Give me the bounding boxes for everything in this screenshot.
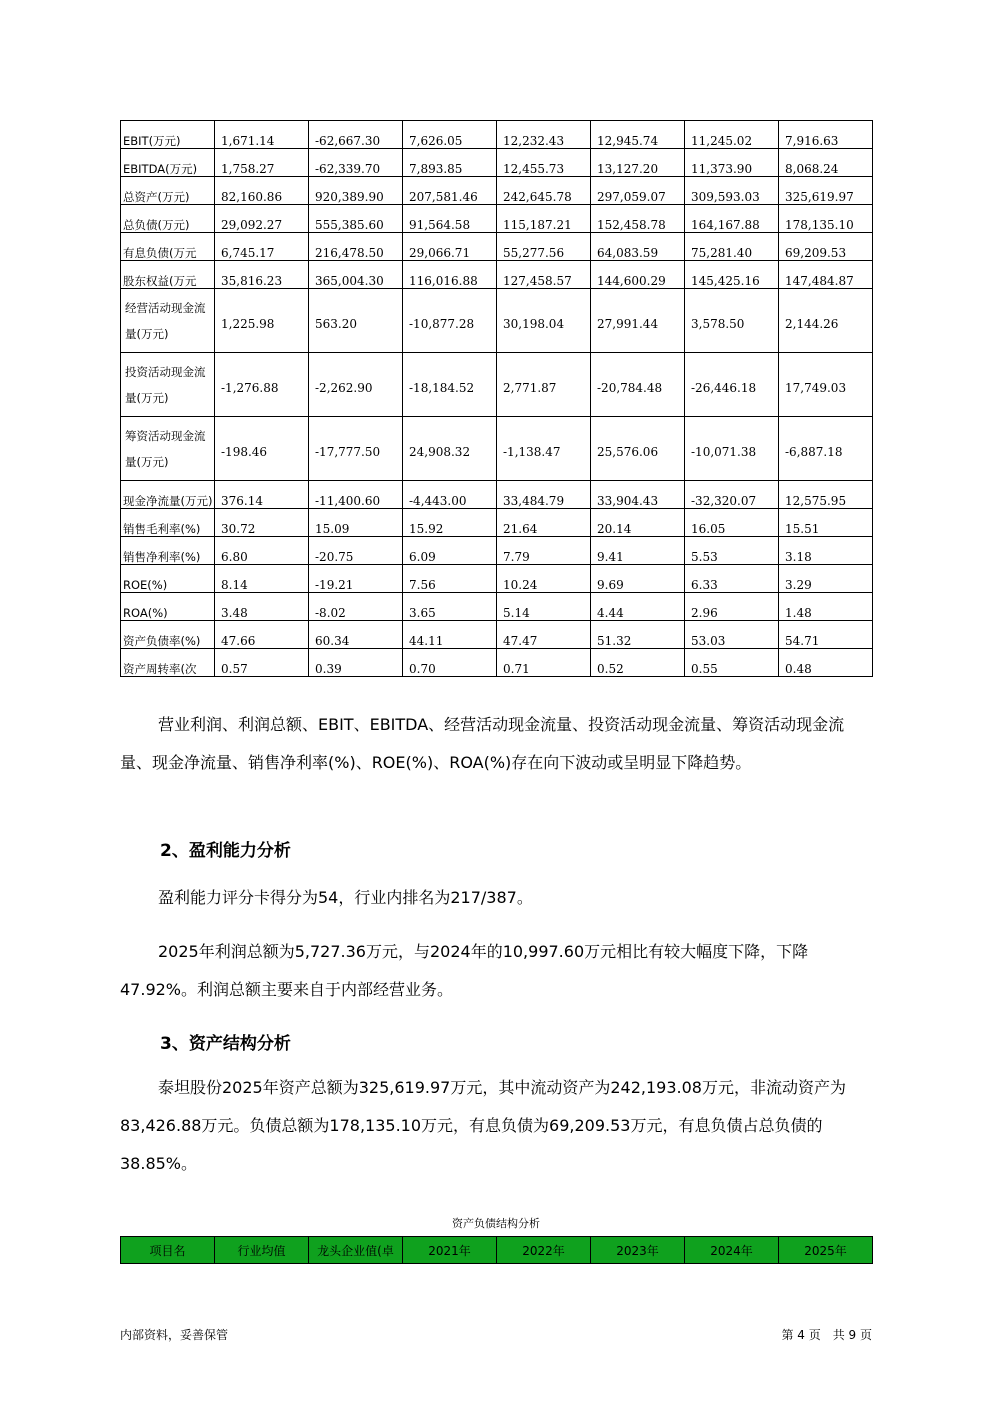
value-cell: 15.09 xyxy=(309,509,403,537)
table-row xyxy=(121,149,873,177)
row-label: 投资活动现金流量(万元) xyxy=(121,353,215,417)
value-cell: 5.53 xyxy=(685,537,779,565)
value-cell: 3.18 xyxy=(779,537,873,565)
value-cell: 24,908.32 xyxy=(403,417,497,481)
value-cell: 0.71 xyxy=(497,649,591,677)
profitability-score-text: 盈利能力评分卡得分为54，行业内排名为217/387。 xyxy=(158,888,533,907)
value-cell: 1,758.27 xyxy=(215,149,309,177)
value-cell: 309,593.03 xyxy=(685,177,779,205)
value-cell: 6.80 xyxy=(215,537,309,565)
value-cell: 12,945.74 xyxy=(591,121,685,149)
value-cell: 115,187.21 xyxy=(497,205,591,233)
table-row xyxy=(121,481,873,509)
value-cell: 0.39 xyxy=(309,649,403,677)
value-cell: 2,144.26 xyxy=(779,289,873,353)
value-cell: 55,277.56 xyxy=(497,233,591,261)
value-cell: 7,893.85 xyxy=(403,149,497,177)
value-cell: 5.14 xyxy=(497,593,591,621)
table-header-row xyxy=(121,1237,873,1264)
header-cell: 龙头企业值(卓 xyxy=(309,1237,403,1264)
row-label: 销售毛利率(%) xyxy=(121,509,215,537)
value-cell: 47.47 xyxy=(497,621,591,649)
value-cell: 8,068.24 xyxy=(779,149,873,177)
row-label: EBITDA(万元) xyxy=(121,149,215,177)
profit-trend-text: 2025年利润总额为5,727.36万元，与2024年的10,997.60万元相比有较大幅度下降，下降47.92%。利润总额主要来自于内部经营业务。 xyxy=(120,942,809,999)
value-cell: 25,576.06 xyxy=(591,417,685,481)
value-cell: -10,877.28 xyxy=(403,289,497,353)
value-cell: -20.75 xyxy=(309,537,403,565)
value-cell: 563.20 xyxy=(309,289,403,353)
value-cell: 242,645.78 xyxy=(497,177,591,205)
value-cell: -62,339.70 xyxy=(309,149,403,177)
value-cell: 53.03 xyxy=(685,621,779,649)
summary-paragraph: 营业利润、利润总额、EBIT、EBITDA、经营活动现金流量、投资活动现金流量、筹资活动现金流量、现金净流量、销售净利率(%)、ROE(%)、ROA(%)存在向下波动或呈明显下降趋势。 xyxy=(120,715,845,772)
value-cell: 207,581.46 xyxy=(403,177,497,205)
financial-metrics-table xyxy=(120,120,873,677)
value-cell: 69,209.53 xyxy=(779,233,873,261)
value-cell: -10,071.38 xyxy=(685,417,779,481)
value-cell: -6,887.18 xyxy=(779,417,873,481)
value-cell: -17,777.50 xyxy=(309,417,403,481)
value-cell: 0.48 xyxy=(779,649,873,677)
row-label: 资产周转率(次 xyxy=(121,649,215,677)
header-cell: 2023年 xyxy=(591,1237,685,1264)
value-cell: 1.48 xyxy=(779,593,873,621)
value-cell: 0.55 xyxy=(685,649,779,677)
value-cell: -26,446.18 xyxy=(685,353,779,417)
table-row xyxy=(121,233,873,261)
header-cell: 行业均值 xyxy=(215,1237,309,1264)
balance-structure-table xyxy=(120,1236,873,1264)
table-row xyxy=(121,593,873,621)
value-cell: 10.24 xyxy=(497,565,591,593)
value-cell: 0.57 xyxy=(215,649,309,677)
value-cell: 12,232.43 xyxy=(497,121,591,149)
value-cell: -62,667.30 xyxy=(309,121,403,149)
value-cell: 297,059.07 xyxy=(591,177,685,205)
value-cell: 33,484.79 xyxy=(497,481,591,509)
table-row xyxy=(121,289,873,353)
value-cell: 6.33 xyxy=(685,565,779,593)
value-cell: 11,373.90 xyxy=(685,149,779,177)
value-cell: -8.02 xyxy=(309,593,403,621)
value-cell: 4.44 xyxy=(591,593,685,621)
value-cell: 44.11 xyxy=(403,621,497,649)
row-label: 有息负债(万元 xyxy=(121,233,215,261)
row-label: 资产负债率(%) xyxy=(121,621,215,649)
value-cell: 164,167.88 xyxy=(685,205,779,233)
value-cell: 144,600.29 xyxy=(591,261,685,289)
footer-page-number: 第 4 页 共 9 页 xyxy=(781,1328,872,1342)
value-cell: 13,127.20 xyxy=(591,149,685,177)
value-cell: 6,745.17 xyxy=(215,233,309,261)
row-label: 经营活动现金流量(万元) xyxy=(121,289,215,353)
value-cell: 16.05 xyxy=(685,509,779,537)
value-cell: 21.64 xyxy=(497,509,591,537)
table-row xyxy=(121,417,873,481)
header-cell: 2021年 xyxy=(403,1237,497,1264)
value-cell: 54.71 xyxy=(779,621,873,649)
value-cell: 147,484.87 xyxy=(779,261,873,289)
value-cell: 33,904.43 xyxy=(591,481,685,509)
value-cell: 216,478.50 xyxy=(309,233,403,261)
row-label: ROE(%) xyxy=(121,565,215,593)
value-cell: 8.14 xyxy=(215,565,309,593)
value-cell: -19.21 xyxy=(309,565,403,593)
value-cell: -2,262.90 xyxy=(309,353,403,417)
value-cell: 7.79 xyxy=(497,537,591,565)
row-label: 销售净利率(%) xyxy=(121,537,215,565)
row-label: ROA(%) xyxy=(121,593,215,621)
table-row xyxy=(121,649,873,677)
value-cell: 64,083.59 xyxy=(591,233,685,261)
header-cell: 2022年 xyxy=(497,1237,591,1264)
value-cell: 7,626.05 xyxy=(403,121,497,149)
value-cell: 2,771.87 xyxy=(497,353,591,417)
value-cell: 7,916.63 xyxy=(779,121,873,149)
value-cell: 15.51 xyxy=(779,509,873,537)
value-cell: 91,564.58 xyxy=(403,205,497,233)
value-cell: 11,245.02 xyxy=(685,121,779,149)
value-cell: 127,458.57 xyxy=(497,261,591,289)
value-cell: 29,066.71 xyxy=(403,233,497,261)
value-cell: 1,225.98 xyxy=(215,289,309,353)
value-cell: 75,281.40 xyxy=(685,233,779,261)
table-row xyxy=(121,261,873,289)
row-label: 股东权益(万元 xyxy=(121,261,215,289)
header-cell: 项目名 xyxy=(121,1237,215,1264)
header-cell: 2024年 xyxy=(685,1237,779,1264)
footer-confidential-note: 内部资料，妥善保管 xyxy=(120,1328,229,1342)
value-cell: 0.70 xyxy=(403,649,497,677)
value-cell: 17,749.03 xyxy=(779,353,873,417)
value-cell: 27,991.44 xyxy=(591,289,685,353)
value-cell: 9.41 xyxy=(591,537,685,565)
value-cell: 3.48 xyxy=(215,593,309,621)
value-cell: 152,458.78 xyxy=(591,205,685,233)
table-row xyxy=(121,621,873,649)
table-caption: 资产负债结构分析 xyxy=(452,1217,540,1230)
value-cell: 51.32 xyxy=(591,621,685,649)
value-cell: 0.52 xyxy=(591,649,685,677)
table-row xyxy=(121,565,873,593)
value-cell: 35,816.23 xyxy=(215,261,309,289)
table-row xyxy=(121,509,873,537)
value-cell: 7.56 xyxy=(403,565,497,593)
value-cell: -11,400.60 xyxy=(309,481,403,509)
row-label: 现金净流量(万元) xyxy=(121,481,215,509)
value-cell: 555,385.60 xyxy=(309,205,403,233)
table-row xyxy=(121,177,873,205)
row-label: EBIT(万元) xyxy=(121,121,215,149)
value-cell: 376.14 xyxy=(215,481,309,509)
value-cell: -4,443.00 xyxy=(403,481,497,509)
value-cell: 12,575.95 xyxy=(779,481,873,509)
table-row xyxy=(121,537,873,565)
value-cell: 3,578.50 xyxy=(685,289,779,353)
value-cell: 30.72 xyxy=(215,509,309,537)
value-cell: 12,455.73 xyxy=(497,149,591,177)
value-cell: -20,784.48 xyxy=(591,353,685,417)
table-row xyxy=(121,121,873,149)
value-cell: 145,425.16 xyxy=(685,261,779,289)
value-cell: -1,138.47 xyxy=(497,417,591,481)
value-cell: 15.92 xyxy=(403,509,497,537)
value-cell: 82,160.86 xyxy=(215,177,309,205)
section-heading-asset-structure: 3、资产结构分析 xyxy=(160,1034,291,1054)
value-cell: -32,320.07 xyxy=(685,481,779,509)
value-cell: 116,016.88 xyxy=(403,261,497,289)
section-heading-profitability: 2、盈利能力分析 xyxy=(160,841,291,861)
row-label: 总负债(万元) xyxy=(121,205,215,233)
value-cell: -1,276.88 xyxy=(215,353,309,417)
value-cell: 325,619.97 xyxy=(779,177,873,205)
header-cell: 2025年 xyxy=(779,1237,873,1264)
value-cell: 3.65 xyxy=(403,593,497,621)
value-cell: 9.69 xyxy=(591,565,685,593)
table-row xyxy=(121,205,873,233)
value-cell: 20.14 xyxy=(591,509,685,537)
value-cell: 365,004.30 xyxy=(309,261,403,289)
asset-structure-text: 泰坦股份2025年资产总额为325,619.97万元，其中流动资产为242,193.08万元，非流动资产为83,426.88万元。负债总额为178,135.10万元，有息负债为69,209.53万元，有息负债占总负债的38.85%。 xyxy=(120,1078,846,1173)
value-cell: 60.34 xyxy=(309,621,403,649)
value-cell: 920,389.90 xyxy=(309,177,403,205)
value-cell: 29,092.27 xyxy=(215,205,309,233)
value-cell: 30,198.04 xyxy=(497,289,591,353)
value-cell: -18,184.52 xyxy=(403,353,497,417)
row-label: 筹资活动现金流量(万元) xyxy=(121,417,215,481)
value-cell: 6.09 xyxy=(403,537,497,565)
value-cell: 47.66 xyxy=(215,621,309,649)
value-cell: 2.96 xyxy=(685,593,779,621)
table-row xyxy=(121,353,873,417)
value-cell: -198.46 xyxy=(215,417,309,481)
row-label: 总资产(万元) xyxy=(121,177,215,205)
value-cell: 3.29 xyxy=(779,565,873,593)
value-cell: 1,671.14 xyxy=(215,121,309,149)
value-cell: 178,135.10 xyxy=(779,205,873,233)
